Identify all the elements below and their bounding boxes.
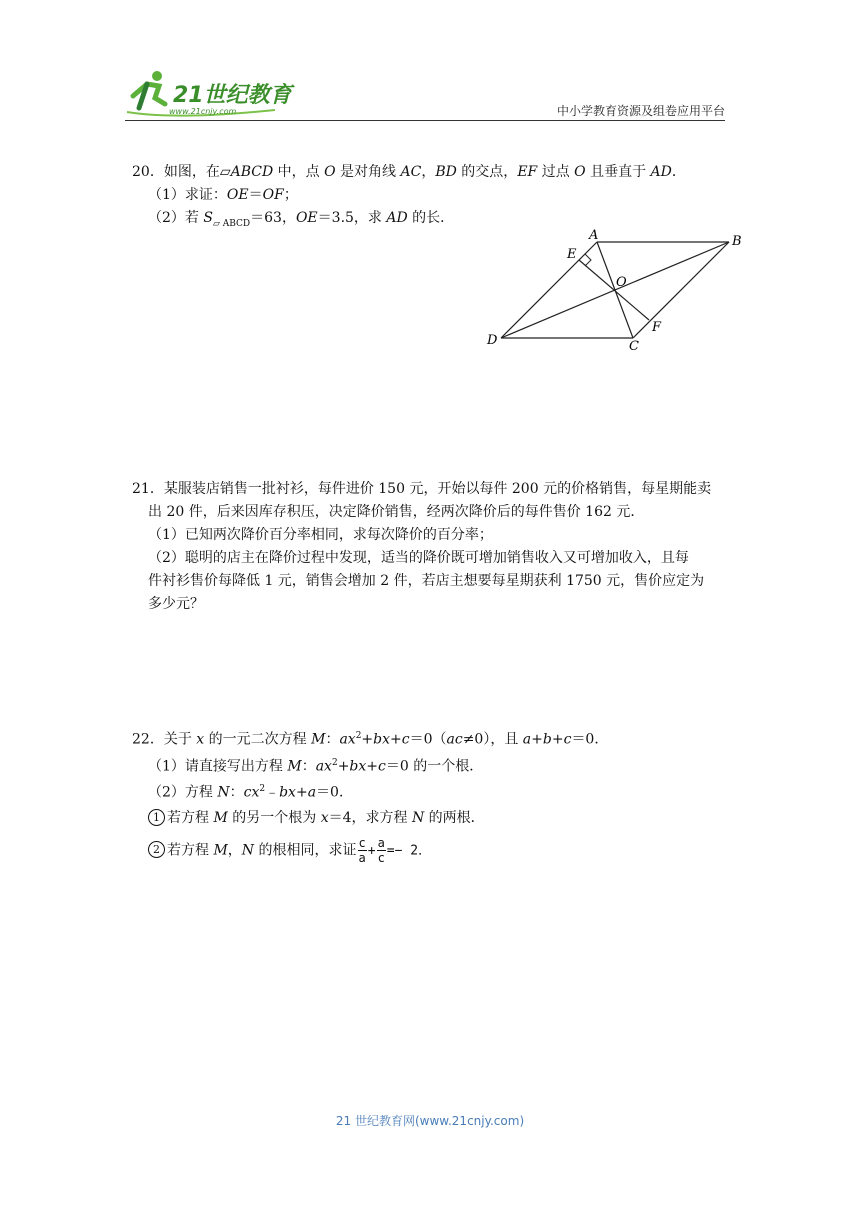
platform-name: 中小学教育资源及组卷应用平台 [556, 104, 725, 118]
header-rule [125, 120, 725, 121]
q20-part2: （2）若 $S_{▱ ABCD}=63$，OE＝3.5，求 AD 的长． [148, 210, 455, 229]
q22-part1: （1）请直接写出方程 M：$ax^2+bx+c=0$ 的一个根． [148, 757, 484, 775]
label-b: B [732, 234, 742, 249]
q21-line1: 21．某服装店销售一批衬衫，每件进价 150 元，开始以每件 200 元的价格销售，每星期能卖 [132, 481, 712, 497]
q20-stem: 20．如图，在▱ABCD 中，点 O 是对角线 AC，BD 的交点，EF 过点 O 且垂直于 AD． [132, 164, 686, 180]
segment-ef [579, 260, 649, 320]
q21-part1: （1）已知两次降价百分率相同，求每次降价的百分率； [148, 527, 493, 543]
question-20 [132, 161, 732, 236]
side-bc [633, 242, 729, 338]
side-da [501, 242, 597, 338]
label-o: O [616, 275, 627, 290]
q21-line2: 出 20 件，后来因库存积压，决定降价销售，经两次降价后的每件售价 162 元． [148, 504, 645, 520]
fraction-c-over-a: $\frac{c}{a}$ [358, 835, 366, 865]
q22-part2: （2）方程 N：$cx^2﹣bx+a=0$． [148, 784, 353, 801]
label-d: D [487, 333, 498, 348]
q21-part2-line1: （2）聪明的店主在降价过程中发现，适当的降价既可增加销售收入又可增加收入，且每 [148, 550, 689, 566]
label-e: E [567, 247, 577, 262]
right-angle-mark [585, 254, 591, 266]
logo [125, 68, 325, 118]
circled-number-1: 1 [148, 809, 165, 826]
page-header [125, 68, 725, 120]
label-f: F [652, 320, 662, 335]
logo-text: 21世纪教育 [173, 83, 292, 108]
label-c: C [629, 339, 639, 351]
question-21 [132, 478, 732, 616]
circled-number-2: 2 [148, 841, 165, 858]
logo-url: www.21cnjy.com [169, 107, 237, 116]
page-footer: 21 世纪教育网(www.21cnjy.com) [335, 1114, 525, 1128]
q22-sub1: 1 若方程 M 的另一个根为 x＝4，求方程 N 的两根． [132, 807, 732, 830]
label-a: A [589, 228, 599, 243]
q22-sub2: 2 若方程 M，N 的根相同，求证 $\frac{c}{a}$ + $\frac{a}{c}$ =− 2． [132, 836, 732, 865]
fraction-a-over-c: $\frac{a}{c}$ [377, 835, 385, 865]
q21-part2-line2: 件衬衫售价每降低 1 元，销售会增加 2 件，若店主想要每星期获利 1750 元，售价应定为 [148, 573, 705, 589]
q20-part1: （1）求证：OE＝OF； [148, 187, 298, 203]
diagonal-bd [501, 242, 729, 338]
q21-part2-line3: 多少元？ [148, 596, 204, 612]
q22-stem: 22．关于 x 的一元二次方程 M：$ax^2+bx+c=0(ac\ne 0)$，且 a+b+c＝0． [132, 731, 609, 748]
question-22 [132, 725, 732, 865]
parallelogram-figure [478, 226, 748, 351]
